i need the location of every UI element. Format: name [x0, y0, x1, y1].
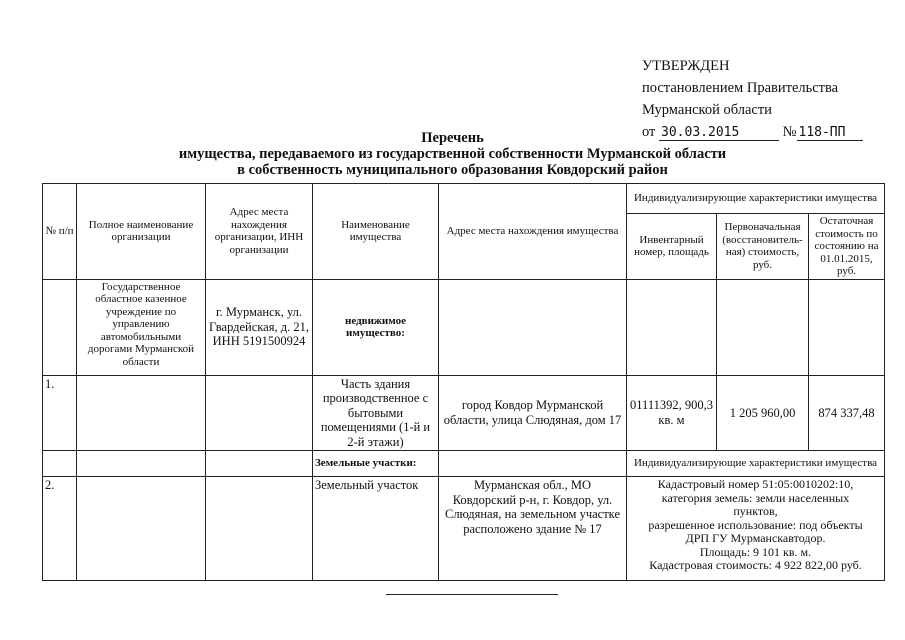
row2-property-name: Земельный участок: [313, 477, 439, 581]
row1-property-address: город Ковдор Мурманской области, улица Слюдяная, дом 17: [439, 375, 627, 451]
org-row-inventory-empty: [627, 279, 717, 375]
table-row: [43, 375, 885, 451]
row1-org-empty: [77, 375, 206, 451]
header-characteristics: Индивидуализирующие характеристики имущества: [627, 184, 885, 214]
header-org-name: Полное наименование организации: [77, 184, 206, 280]
org-row-initial-empty: [717, 279, 809, 375]
property-category: недвижимое имущество:: [313, 279, 439, 375]
land-section-label: Земельные участки:: [313, 451, 439, 477]
land-detail-line: категория земель: земли населенных: [661, 490, 850, 505]
land-detail-line: Кадастровый номер 51:05:0010202:10,: [657, 477, 854, 491]
header-property-address: Адрес места нахождения имущества: [439, 184, 627, 280]
header-num: № п/п: [43, 184, 77, 280]
approval-from-label: от: [642, 124, 656, 140]
approval-title: УТВЕРЖДЕН: [642, 58, 730, 74]
land-row-num-empty: [43, 451, 77, 477]
org-address-cell: г. Мурманск, ул. Гвардейская, д. 21, ИНН 5191500924: [206, 279, 313, 375]
land-row-org-empty: [77, 451, 206, 477]
document-title: [0, 130, 905, 178]
header-inventory: Инвентарный номер, площадь: [627, 214, 717, 280]
header-org-address: Адрес места нахождения организации, ИНН организации: [206, 184, 313, 280]
org-row-residual-empty: [809, 279, 885, 375]
header-residual-cost: Остаточная стоимость по состоянию на 01.01.2015, руб.: [809, 214, 885, 280]
land-section-row: [43, 451, 885, 477]
row1-inventory: 01111392, 900,3 кв. м: [627, 375, 717, 451]
title-line-1: Перечень: [421, 130, 484, 146]
land-row-org-address-empty: [206, 451, 313, 477]
approval-region: Мурманской области: [642, 102, 772, 118]
org-name-cell: Государственное областное казенное учреждение по управлению автомобильными дорогами Мурманской области: [77, 279, 206, 375]
row2-org-empty: [77, 477, 206, 581]
row1-org-address-empty: [206, 375, 313, 451]
approval-decree: постановлением Правительства: [642, 80, 839, 96]
land-detail-line: Кадастровая стоимость: 4 922 822,00 руб.: [649, 558, 862, 572]
header-initial-cost: Первоначальная (восстановитель-ная) стоимость, руб.: [717, 214, 809, 280]
land-detail-line: пунктов,: [733, 504, 778, 518]
approval-number: 118-ПП: [797, 125, 863, 141]
org-row-address-empty: [439, 279, 627, 375]
approval-number-label: №: [782, 124, 797, 140]
row2-num: 2.: [43, 477, 77, 581]
row2-org-address-empty: [206, 477, 313, 581]
land-characteristics-header: Индивидуализирующие характеристики имущества: [627, 451, 885, 477]
footer-divider: [386, 594, 558, 595]
row1-initial-cost: 1 205 960,00: [717, 375, 809, 451]
land-detail-line: Площадь: 9 101 кв. м.: [699, 544, 812, 559]
header-property-name: Наименование имущества: [313, 184, 439, 280]
header-row-1: [43, 184, 885, 214]
row1-residual-cost: 874 337,48: [809, 375, 885, 451]
title-line-3: в собственность муниципального образования Ковдорский район: [237, 162, 668, 178]
land-row-address-empty: [439, 451, 627, 477]
org-row-num: [43, 279, 77, 375]
approval-date: 30.03.2015: [659, 125, 779, 141]
org-row: [43, 279, 885, 375]
table-row: [43, 477, 885, 581]
title-line-2: имущества, передаваемого из государственной собственности Мурманской области: [178, 146, 727, 162]
land-detail-line: разрешенное использование: под объекты: [648, 517, 863, 532]
row1-property-name: Часть здания производственное с бытовыми помещениями (1-й и 2-й этажи): [313, 375, 439, 451]
property-table: [42, 183, 885, 581]
row2-property-address: Мурманская обл., МО Ковдорский р-н, г. Ковдор, ул. Слюдяная, на земельном участке расположено здание № 17: [439, 477, 627, 581]
land-detail-line: ДРП ГУ Мурманскавтодор.: [685, 531, 826, 545]
row2-land-details: [627, 477, 885, 581]
row1-num: 1.: [43, 375, 77, 451]
